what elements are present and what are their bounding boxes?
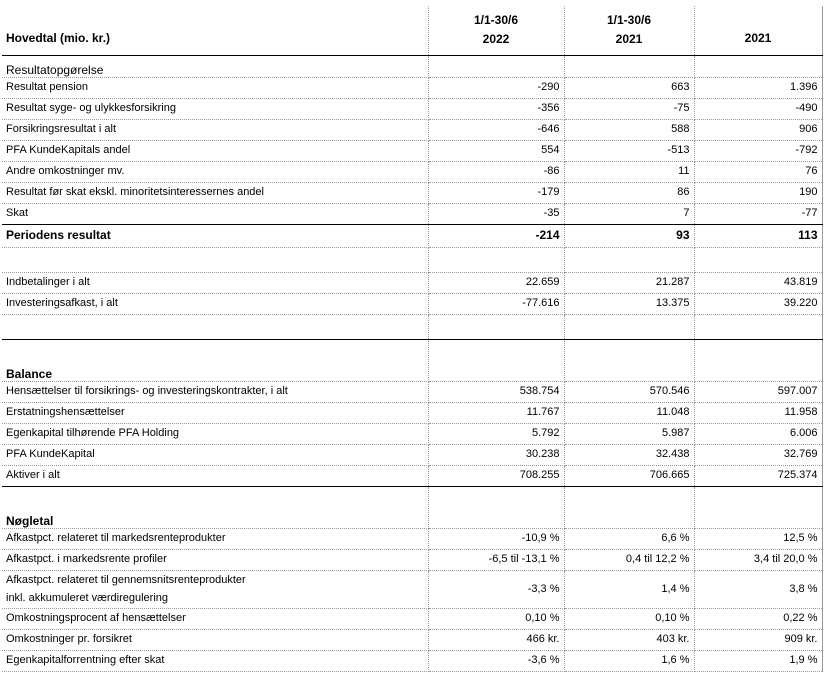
row-label: Andre omkostninger mv. — [2, 161, 428, 182]
table-title: Hovedtal (mio. kr.) — [2, 6, 428, 55]
value-2021: -792 — [694, 140, 822, 161]
table-row — [2, 272, 822, 293]
value-2021-half: 706.665 — [564, 465, 694, 486]
value-2021-half: 32.438 — [564, 444, 694, 465]
value-2021-half: 7 — [564, 203, 694, 224]
value-2021: 12,5 % — [694, 528, 822, 549]
value-2022: 538.754 — [428, 381, 564, 402]
total-2021: 113 — [694, 224, 822, 247]
value-2021: 725.374 — [694, 465, 822, 486]
value-2022: 30.238 — [428, 444, 564, 465]
value-2021-half: 0,10 % — [564, 608, 694, 629]
table-row — [2, 381, 822, 402]
row-label: PFA KundeKapitals andel — [2, 140, 428, 161]
value-2022: -179 — [428, 182, 564, 203]
table-row — [2, 465, 822, 486]
value-2021: 190 — [694, 182, 822, 203]
value-2021: 76 — [694, 161, 822, 182]
section-title-balance: Balance — [2, 339, 428, 381]
value-2021-half: 588 — [564, 119, 694, 140]
spacer-row — [2, 247, 822, 272]
table-row — [2, 98, 822, 119]
value-2021-half: 1,4 % — [564, 570, 694, 608]
row-label: Egenkapitalforrentning efter skat — [2, 650, 428, 671]
value-2021-half: 663 — [564, 77, 694, 98]
row-label: Resultat pension — [2, 77, 428, 98]
value-2022: 708.255 — [428, 465, 564, 486]
row-label: Resultat syge- og ulykkesforsikring — [2, 98, 428, 119]
row-label: Egenkapital tilhørende PFA Holding — [2, 423, 428, 444]
value-2022: -356 — [428, 98, 564, 119]
row-label: Afkastpct. relateret til markedsrenteprodukter — [2, 528, 428, 549]
table-row — [2, 423, 822, 444]
value-2021-half: 21.287 — [564, 272, 694, 293]
value-2021-half: 403 kr. — [564, 629, 694, 650]
value-2022: -35 — [428, 203, 564, 224]
total-2022: -214 — [428, 224, 564, 247]
table-row — [2, 528, 822, 549]
section-title-noegletal: Nøgletal — [2, 486, 428, 528]
value-2021: 39.220 — [694, 293, 822, 314]
row-label: Omkostningsprocent af hensættelser — [2, 608, 428, 629]
total-label: Periodens resultat — [2, 224, 428, 247]
value-2022: 466 kr. — [428, 629, 564, 650]
value-2021: -77 — [694, 203, 822, 224]
table-row — [2, 549, 822, 570]
value-2021-half: 1,6 % — [564, 650, 694, 671]
table-row — [2, 444, 822, 465]
row-label: Skat — [2, 203, 428, 224]
col-header-2022-period: 1/1-30/6 — [473, 13, 519, 28]
value-2021-half: 13.375 — [564, 293, 694, 314]
value-2021-half: -75 — [564, 98, 694, 119]
table-row — [2, 608, 822, 629]
row-label: Erstatningshensættelser — [2, 402, 428, 423]
value-2021-half: 6,6 % — [564, 528, 694, 549]
spacer-row — [2, 314, 822, 339]
table-row — [2, 182, 822, 203]
value-2021: 597.007 — [694, 381, 822, 402]
row-label: Investeringsafkast, i alt — [2, 293, 428, 314]
value-2022: 0,10 % — [428, 608, 564, 629]
value-2022: 22.659 — [428, 272, 564, 293]
value-2022: -3,3 % — [428, 570, 564, 608]
row-label: Aktiver i alt — [2, 465, 428, 486]
row-label: Hensættelser til forsikrings- og investeringskontrakter, i alt — [2, 381, 428, 402]
value-2021-half: 0,4 til 12,2 % — [564, 549, 694, 570]
table-row — [2, 293, 822, 314]
value-2022: -646 — [428, 119, 564, 140]
table-row — [2, 402, 822, 423]
table-row — [2, 629, 822, 650]
value-2021: 3,4 til 20,0 % — [694, 549, 822, 570]
row-label: Afkastpct. relateret til gennemsnitsrenteprodukter — [6, 574, 246, 586]
value-2021-half: 570.546 — [564, 381, 694, 402]
row-label: Forsikringsresultat i alt — [2, 119, 428, 140]
section-title-resultat: Resultatopgørelse — [2, 55, 428, 77]
value-2022: -10,9 % — [428, 528, 564, 549]
row-label: Omkostninger pr. forsikret — [2, 629, 428, 650]
value-2021-half: -513 — [564, 140, 694, 161]
col-header-2021-half — [564, 6, 694, 55]
total-row — [2, 224, 822, 247]
section-row-resultat — [2, 55, 822, 77]
value-2022: -86 — [428, 161, 564, 182]
row-label-multiline — [2, 570, 428, 608]
col-header-2022 — [428, 6, 564, 55]
value-2021: 1.396 — [694, 77, 822, 98]
value-2021: 906 — [694, 119, 822, 140]
value-2021: 32.769 — [694, 444, 822, 465]
table-row — [2, 161, 822, 182]
value-2021: 0,22 % — [694, 608, 822, 629]
row-label: PFA KundeKapital — [2, 444, 428, 465]
col-header-2021-period: 1/1-30/6 — [606, 13, 652, 28]
row-label: Indbetalinger i alt — [2, 272, 428, 293]
col-header-2021-year: 2021 — [615, 32, 643, 47]
table-row — [2, 119, 822, 140]
value-2021: 1,9 % — [694, 650, 822, 671]
value-2022: -3,6 % — [428, 650, 564, 671]
value-2022: 5.792 — [428, 423, 564, 444]
total-2021-half: 93 — [564, 224, 694, 247]
value-2022: -77.616 — [428, 293, 564, 314]
value-2022: -6,5 til -13,1 % — [428, 549, 564, 570]
table-row — [2, 203, 822, 224]
value-2022: -290 — [428, 77, 564, 98]
table-row — [2, 650, 822, 671]
value-2022: 11.767 — [428, 402, 564, 423]
section-row-noegletal — [2, 486, 822, 528]
value-2021: -490 — [694, 98, 822, 119]
table-row — [2, 570, 822, 608]
value-2021-half: 5.987 — [564, 423, 694, 444]
header-row — [2, 6, 822, 55]
section-row-balance — [2, 339, 822, 381]
value-2021-half: 86 — [564, 182, 694, 203]
col-header-2021-full: 2021 — [694, 6, 822, 55]
value-2021-half: 11.048 — [564, 402, 694, 423]
value-2021: 43.819 — [694, 272, 822, 293]
value-2021: 11.958 — [694, 402, 822, 423]
row-label: Afkastpct. i markedsrente profiler — [2, 549, 428, 570]
key-figures-table — [2, 6, 823, 672]
table-row — [2, 77, 822, 98]
key-figures-sheet — [2, 6, 822, 672]
value-2021-half: 11 — [564, 161, 694, 182]
row-label: Resultat før skat ekskl. minoritetsinteressernes andel — [2, 182, 428, 203]
value-2021: 909 kr. — [694, 629, 822, 650]
value-2022: 554 — [428, 140, 564, 161]
table-row — [2, 140, 822, 161]
row-label-continued: inkl. akkumuleret værdiregulering — [6, 592, 169, 604]
value-2021: 6.006 — [694, 423, 822, 444]
value-2021: 3,8 % — [694, 570, 822, 608]
col-header-2022-year: 2022 — [482, 32, 510, 47]
